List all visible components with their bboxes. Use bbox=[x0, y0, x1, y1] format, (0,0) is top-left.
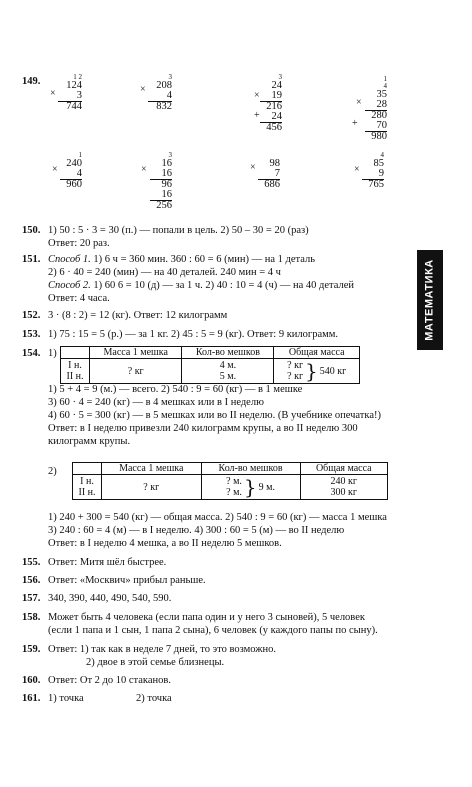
p154-a4: Ответ: в I неделю привезли 240 килограмм крупы, а во II неделю 300 bbox=[48, 423, 358, 434]
table-cell: 5 м. bbox=[219, 371, 237, 382]
table-2-label: 2) bbox=[48, 466, 57, 477]
problem-number-161: 161. bbox=[22, 693, 41, 704]
table-header: Масса 1 мешка bbox=[102, 463, 202, 475]
problem-number-156: 156. bbox=[22, 575, 41, 586]
table-header: Кол-во мешков bbox=[201, 463, 300, 475]
table-1-label: 1) bbox=[48, 348, 57, 359]
calc-208x4: 3 208 4 832 bbox=[148, 74, 172, 112]
calc-35x28: 1 4 35 28 280 70 980 bbox=[365, 76, 387, 142]
calc-124x3: 1 2 124 3 744 bbox=[58, 74, 82, 112]
row-label: II н. bbox=[66, 371, 84, 382]
multiply-sign: × bbox=[52, 164, 58, 175]
table-cell: 540 кг bbox=[319, 365, 347, 377]
brace: } bbox=[305, 359, 318, 383]
row-label: I н. bbox=[68, 360, 82, 371]
p154-a5: килограмм крупы. bbox=[48, 436, 131, 447]
problem-number-160: 160. bbox=[22, 675, 41, 686]
p154-a1: 1) 5 + 4 = 9 (м.) — всего. 2) 540 : 9 = 60 (кг) — в 1 мешке bbox=[48, 384, 303, 395]
table-header: Масса 1 мешка bbox=[90, 347, 182, 359]
table-2 bbox=[72, 462, 388, 500]
brace: } bbox=[243, 475, 257, 499]
table-cell: ? м. bbox=[226, 476, 242, 487]
p151-line-4: Ответ: 4 часа. bbox=[48, 293, 110, 304]
p159-line-1: Ответ: 1) так как в неделе 7 дней, то это возможно. bbox=[48, 644, 276, 655]
calc-16x16: 3 16 16 96 16 256 bbox=[150, 152, 172, 211]
problem-number-153: 153. bbox=[22, 329, 41, 340]
table-header: Кол-во мешков bbox=[182, 347, 274, 359]
calc-240x4: 1 240 4 960 bbox=[60, 152, 82, 190]
p157-line-1: 340, 390, 440, 490, 540, 590. bbox=[48, 593, 172, 604]
table-header: Общая масса bbox=[300, 463, 387, 475]
p155-line-1: Ответ: Митя шёл быстрее. bbox=[48, 557, 167, 568]
p150-line-1: 1) 50 : 5 · 3 = 30 (п.) — попали в цель. 2) 50 – 30 = 20 (раз) bbox=[48, 225, 309, 236]
p161-answer-2: 2) точка bbox=[136, 693, 172, 704]
p160-line-1: Ответ: От 2 до 10 стаканов. bbox=[48, 675, 171, 686]
p158-line-1: Может быть 4 человека (если папа один и у него 3 сыновей), 5 человек bbox=[48, 612, 365, 623]
row-label: I н. bbox=[80, 476, 94, 487]
multiply-sign: × bbox=[250, 162, 256, 173]
p158-line-2: (если 1 папа и 1 сын, 1 папа 2 сына), 6 человек (у каждого папы по сыну). bbox=[48, 625, 378, 636]
table-cell: ? кг bbox=[90, 359, 182, 384]
problem-number-150: 150. bbox=[22, 225, 41, 236]
table-cell: ? кг bbox=[287, 371, 304, 382]
table-header: Общая масса bbox=[274, 347, 360, 359]
table-cell: ? кг bbox=[102, 475, 202, 500]
plus-sign: + bbox=[352, 118, 358, 129]
table-cell: 9 м. bbox=[258, 481, 275, 493]
table-1 bbox=[60, 346, 360, 384]
multiply-sign: × bbox=[356, 97, 362, 108]
multiply-sign: × bbox=[140, 84, 146, 95]
table-cell: 4 м. bbox=[219, 360, 237, 371]
problem-number-152: 152. bbox=[22, 310, 41, 321]
problem-number-154: 154. bbox=[22, 348, 41, 359]
p156-line-1: Ответ: «Москвич» прибыл раньше. bbox=[48, 575, 206, 586]
p154-b2: 3) 240 : 60 = 4 (м) — в I неделю. 4) 300 : 60 = 5 (м) — во II неделю bbox=[48, 525, 345, 536]
p150-line-2: Ответ: 20 раз. bbox=[48, 238, 110, 249]
table-cell: 240 кг bbox=[330, 476, 358, 487]
p151-line-3: Способ 2. 1) 60 6 = 10 (д) — за 1 ч. 2) 40 : 10 = 4 (ч) — на 40 деталей bbox=[48, 280, 355, 291]
p153-line-1: 1) 75 : 15 = 5 (р.) — за 1 кг. 2) 45 : 5 = 9 (кг). Ответ: 9 килограмм. bbox=[48, 329, 339, 340]
p154-b3: Ответ: в I неделю 4 мешка, а во II неделю 5 мешков. bbox=[48, 538, 282, 549]
p151-line-1: Способ 1. 1) 6 ч = 360 мин. 360 : 60 = 6 (мин) — на 1 деталь bbox=[48, 254, 315, 265]
problem-number-157: 157. bbox=[22, 593, 41, 604]
p159-line-2: 2) двое в этой семье близнецы. bbox=[86, 657, 225, 668]
section-tab: МАТЕМАТИКА bbox=[417, 250, 443, 350]
problem-number-155: 155. bbox=[22, 557, 41, 568]
problem-number-159: 159. bbox=[22, 644, 41, 655]
calc-98x7: 98 7 686 bbox=[258, 152, 280, 190]
p154-a3: 4) 60 · 5 = 300 (кг) — в 5 мешках или во II неделю. (В учебнике опечатка!) bbox=[48, 410, 381, 421]
problem-number-151: 151. bbox=[22, 254, 41, 265]
p154-a2: 3) 60 · 4 = 240 (кг) — в 4 мешках или в I неделю bbox=[48, 397, 264, 408]
table-cell: ? м. bbox=[226, 487, 242, 498]
row-label: II н. bbox=[78, 487, 96, 498]
calc-85x9: 4 85 9 765 bbox=[362, 152, 384, 190]
calc-24x19: 3 24 19 216 24 456 bbox=[260, 74, 282, 133]
p152-line-1: 3 · (8 : 2) = 12 (кг). Ответ: 12 килограмм bbox=[48, 310, 228, 321]
multiply-sign: × bbox=[354, 164, 360, 175]
plus-sign: + bbox=[254, 110, 260, 121]
p154-b1: 1) 240 + 300 = 540 (кг) — общая масса. 2) 540 : 9 = 60 (кг) — масса 1 мешка bbox=[48, 512, 387, 523]
problem-number-149: 149. bbox=[22, 76, 41, 87]
p161-answer-1: 1) точка bbox=[48, 693, 84, 704]
table-cell: 300 кг bbox=[330, 487, 358, 498]
table-cell: ? кг bbox=[287, 360, 304, 371]
problem-number-158: 158. bbox=[22, 612, 41, 623]
p151-line-2: 2) 6 · 40 = 240 (мин) — на 40 деталей. 240 мин = 4 ч bbox=[48, 267, 281, 278]
multiply-sign: × bbox=[254, 90, 260, 101]
multiply-sign: × bbox=[50, 88, 56, 99]
multiply-sign: × bbox=[141, 164, 147, 175]
